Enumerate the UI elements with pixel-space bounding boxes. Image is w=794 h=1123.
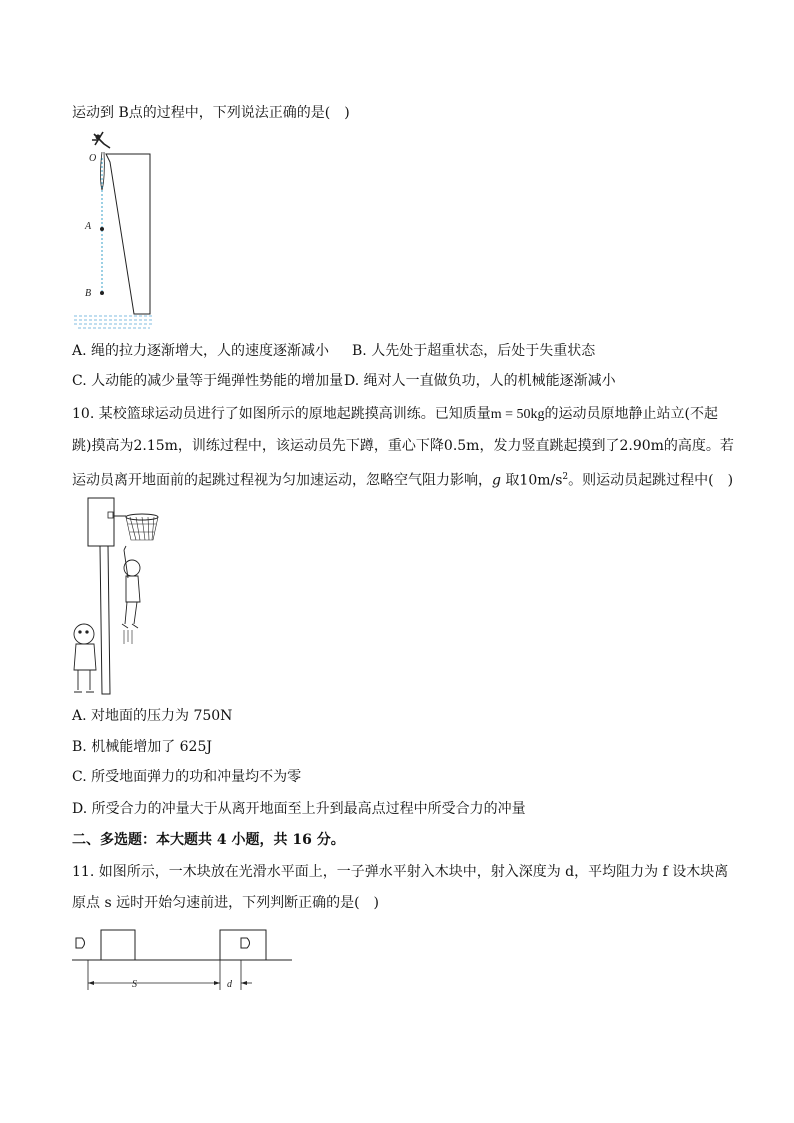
q10-g: g [492, 472, 501, 489]
q10-h2: 0.5m [443, 438, 480, 454]
q10-text: 运动员离开地面前的起跳过程视为匀加速运动，忽略空气阻力影响， [72, 472, 492, 489]
q10-option-c: C. 所受地面弹力的功和冲量均不为零 [72, 769, 302, 785]
label-a: A [85, 221, 92, 232]
q10-text: ，发力竖直跳起摸到了 [479, 438, 620, 454]
q9-option-b: B. 人先处于超重状态，后处于失重状态 [352, 343, 596, 359]
q10-option-a: A. 对地面的压力为 750N [72, 708, 233, 724]
bungee-figure [70, 128, 170, 333]
block-bullet-figure [72, 926, 294, 996]
section-2-heading: 二、多选题：本大题共 4 小题，共 16 分。 [72, 832, 345, 848]
jumper-icon [92, 132, 110, 148]
q11-line-2: 原点 s 远时开始匀速前进，下列判断正确的是( ) [72, 895, 380, 911]
q10-text: 跳)摸高为 [72, 438, 134, 454]
q10-option-b: B. 机械能增加了 625J [72, 739, 212, 755]
q9-option-c: C. 人动能的减少量等于绳弹性势能的增加量 [72, 373, 344, 389]
standing-boy-icon [74, 624, 96, 692]
q10-g-exp: 2 [562, 472, 569, 482]
q11-line-1: 11. 如图所示，一木块放在光滑水平面上，一子弹水平射入木块中，射入深度为 d，平均阻力为 f 设木块离 [72, 864, 729, 880]
q9-option-a: A. 绳的拉力逐渐增大，人的速度逐渐减小 [72, 343, 330, 359]
q10-mass: m = 50kg [490, 407, 545, 422]
q9-option-d: D. 绳对人一直做负功，人的机械能逐渐减小 [344, 373, 616, 389]
q10-option-d: D. 所受合力的冲量大于从离开地面至上升到最高点过程中所受合力的冲量 [72, 801, 526, 817]
q9-intro: 运动到 B点的过程中，下列说法正确的是( ) [72, 105, 350, 121]
jumping-boy-icon [122, 546, 140, 644]
q10-text: 。则运动员起跳过程中( ) [568, 472, 734, 489]
label-b: B [85, 288, 92, 299]
q10-g-value: 10m/s [519, 472, 563, 489]
basketball-figure [70, 494, 170, 699]
label-d: d [227, 979, 232, 990]
q10-text: 的运动员原地静止站立(不起 [544, 406, 718, 422]
label-s: S [132, 979, 137, 990]
q10-line-2 [72, 436, 734, 456]
q10-line-3 [72, 467, 733, 491]
q10-text: 10. 某校篮球运动员进行了如图所示的原地起跳摸高训练。已知质量 [72, 406, 491, 422]
q10-h3: 2.90m [619, 438, 664, 454]
q10-line-1 [72, 404, 718, 425]
q10-h1: 2.15m [133, 438, 178, 454]
q10-text: 取 [500, 472, 520, 489]
q10-text: ，训练过程中，该运动员先下蹲，重心下降 [177, 438, 444, 454]
water-lines [74, 316, 152, 328]
label-o: O [89, 153, 97, 164]
q10-text: 的高度。若 [663, 438, 734, 454]
